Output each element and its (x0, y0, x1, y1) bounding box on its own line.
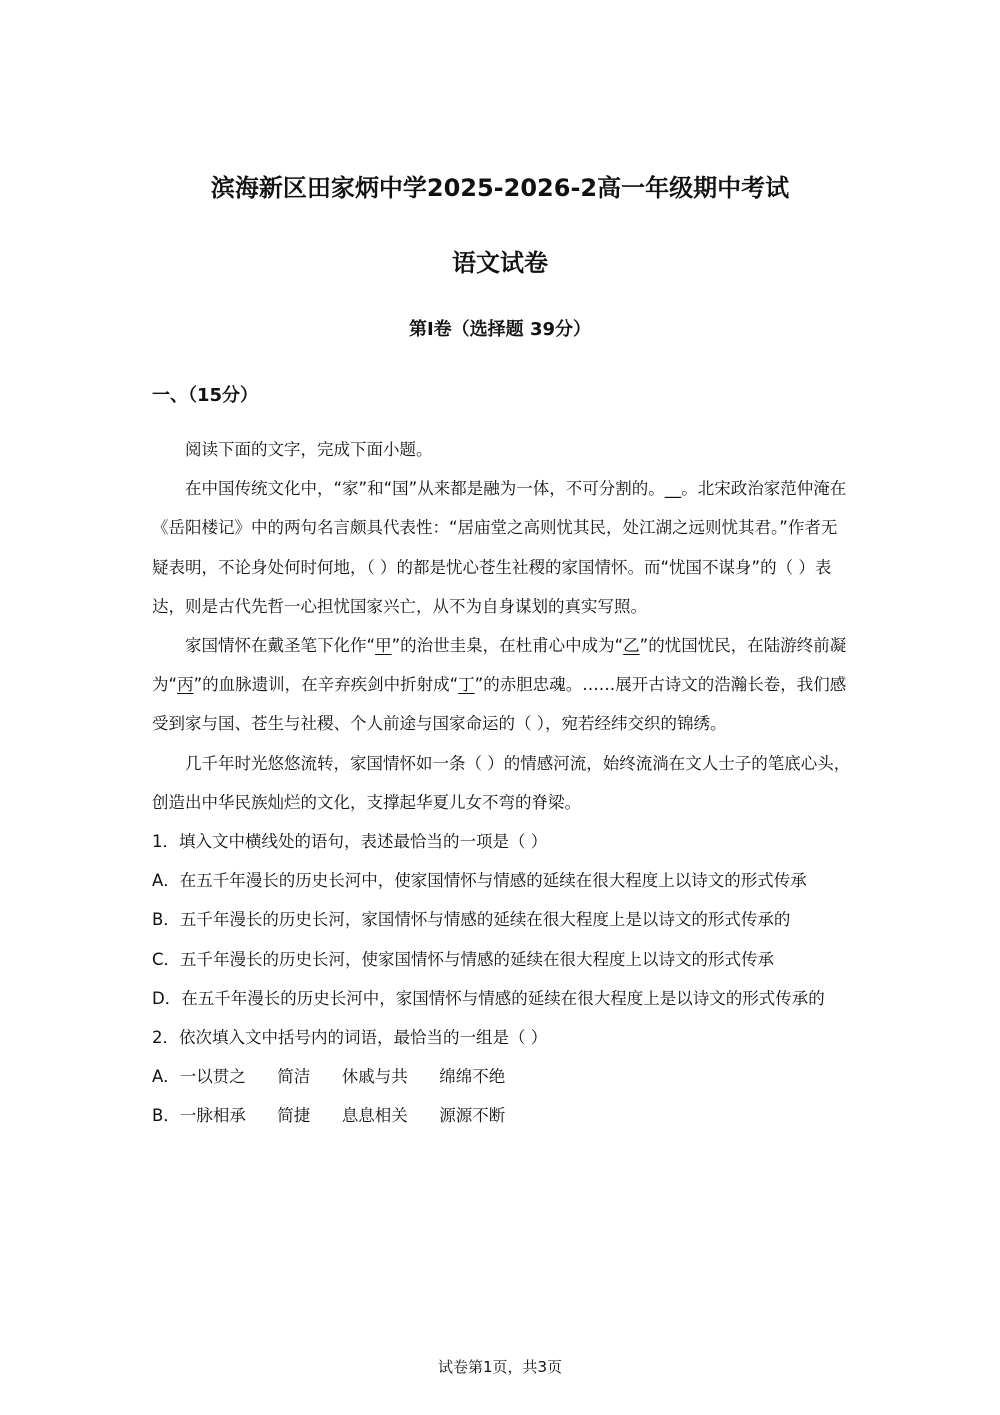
question-1-option-c: C．五千年漫长的历史长河，使家国情怀与情感的延续在很大程度上以诗文的形式传承 (152, 949, 775, 969)
question-2: 2．依次填入文中括号内的词语，最恰当的一组是（ ） (152, 1028, 548, 1048)
blank-ding: 丁 (458, 675, 475, 695)
p2-text-a: 家国情怀在戴圣笔下化作“ (185, 636, 376, 656)
p2-text-d: ”的血脉遗训，在辛弃疾剑中折射成“ (193, 675, 459, 695)
p2-text-c: ”的忧国忧民，在陆游终前凝为“ (152, 636, 847, 695)
subject-title: 语文试卷 (452, 249, 548, 277)
question-2-option-b: B．一脉相承 简捷 息息相关 源源不断 (152, 1106, 506, 1126)
blank-jia: 甲 (375, 636, 392, 656)
passage-paragraph-3: 几千年时光悠悠流转，家国情怀如一条（ ）的情感河流，始终流淌在文人士子的笔底心头，创造出中华民族灿烂的文化，支撑起华夏儿女不弯的脊梁。 (152, 753, 851, 812)
blank-yi: 乙 (623, 636, 640, 656)
page-footer: 试卷第1页，共3页 (437, 1358, 563, 1376)
exam-body (152, 430, 852, 1136)
passage-paragraph-1: 在中国传统文化中，“家”和“国”从来都是融为一体，不可分割的。__。北宋政治家范仲淹在《岳阳楼记》中的两句名言颇具代表性：“居庙堂之高则忧其民，处江湖之远则忧其君。”作者无疑表明，不论身处何时何地，（ ）的都是忧心苍生社稷的家国情怀。而“忧国不谋身”的（ ）表达，则是古代先哲一心担忧国家兴亡，从不为自身谋划的真实写照。 (152, 479, 847, 616)
reading-instruction: 阅读下面的文字，完成下面小题。 (185, 440, 433, 459)
volume-heading: 第I卷（选择题 39分） (408, 319, 591, 340)
exam-title: 滨海新区田家炳中学2025-2026-2高一年级期中考试 (210, 174, 790, 202)
question-1: 1．填入文中横线处的语句，表述最恰当的一项是（ ） (152, 832, 548, 852)
question-2-option-a: A．一以贯之 简洁 休戚与共 绵绵不绝 (152, 1067, 506, 1087)
question-1-option-b: B．五千年漫长的历史长河，家国情怀与情感的延续在很大程度上是以诗文的形式传承的 (152, 910, 791, 930)
section-heading: 一、（15分） (152, 385, 259, 406)
blank-bing: 丙 (177, 675, 194, 695)
p2-text-e: ”的赤胆忠魂。……展开古诗文的浩瀚长卷，我们感受到家与国、苍生与社稷、个人前途与国家命运的（ ），宛若经纬交织的锦绣。 (152, 675, 847, 734)
question-1-option-d: D．在五千年漫长的历史长河中，家国情怀与情感的延续在很大程度上是以诗文的形式传承的 (152, 988, 825, 1008)
question-1-option-a: A．在五千年漫长的历史长河中，使家国情怀与情感的延续在很大程度上以诗文的形式传承 (152, 871, 807, 891)
p2-text-b: ”的治世圭臬，在杜甫心中成为“ (391, 636, 624, 656)
passage-paragraph-2 (152, 626, 852, 744)
